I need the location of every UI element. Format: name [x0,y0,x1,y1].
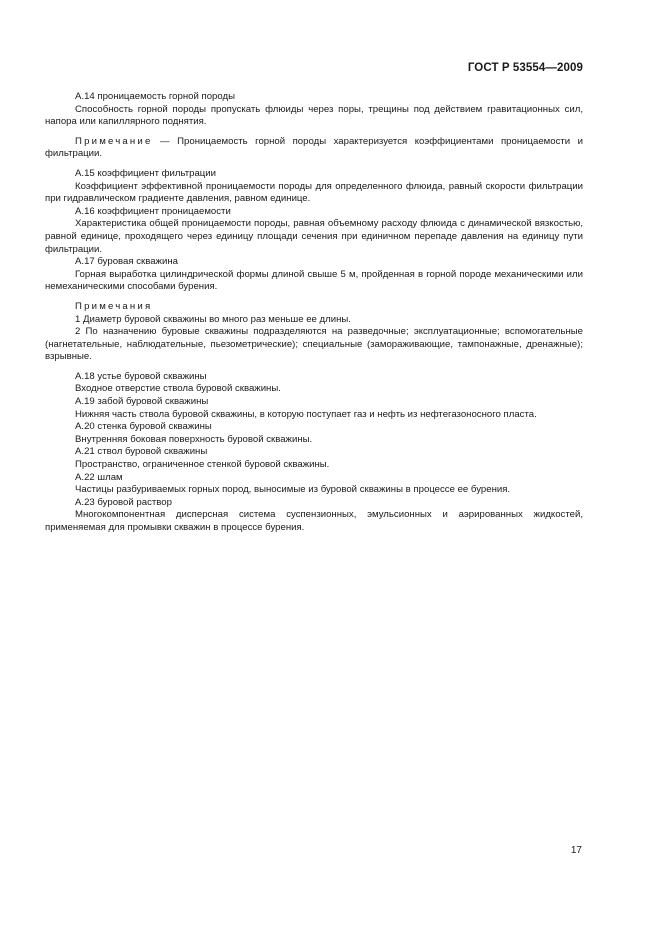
term-a17: А.17 буровая скважина [75,256,178,268]
definition-a20: Внутренняя боковая поверхность буровой скважины. [75,433,313,445]
term-a22: А.22 шлам [75,471,123,483]
page-number: 17 [570,845,582,856]
term-a21: А.21 ствол буровой скважины [75,446,208,458]
term-a14: А.14 проницаемость горной породы [75,91,235,102]
notes-heading [45,301,583,314]
definition-a21: Пространство, ограниченное стенкой буровой скважины. [75,459,330,471]
definition-a17: Горная выработка цилиндрической формы длиной свыше 5 м, пройденная в горной породе механическими или немеханическими способами бурения. [45,268,583,293]
note-label: Примечание [75,135,153,147]
definition-a16: Характеристика общей проницаемости породы, равная объемному расходу флюида с динамической вязкостью, равной единице, проходящего через единицу площади сечения при единичном перепаде давления на единицу пути фильтрации. [45,218,583,255]
definition-a18: Входное отверстие ствола буровой скважины. [75,383,281,395]
notes-label: Примечания [75,300,153,312]
term-a15: А.15 коэффициент фильтрации [75,167,217,179]
note-1: 1 Диаметр буровой скважины во много раз меньше ее длины. [75,313,351,325]
definition-a15: Коэффициент эффективной проницаемости породы для определенного флюида, равный скорости фильтрации при гидравлическом градиенте давления, равном единице. [45,180,583,205]
document-body [45,91,583,535]
term-a20: А.20 стенка буровой скважины [75,421,212,433]
note-a14 [45,136,583,161]
definition-a14: Способность горной породы пропускать флюиды через поры, трещины под действием гравитационных сил, напора или капиллярного поднятия. [45,103,583,128]
note-2: 2 По назначению буровые скважины подразделяются на разведочные; эксплуатационные; вспомогательные (нагнетательные, наблюдательные, пьезометрические); специальные (замораживающие, тампонажные, дренажные); взрывные. [45,326,583,363]
term-a23: А.23 буровой раствор [75,496,172,508]
term-a18: А.18 устье буровой скважины [75,370,207,382]
definition-a22: Частицы разбуриваемых горных пород, выносимые из буровой скважины в процессе ее бурения. [75,484,511,496]
standard-designation: ГОСТ Р 53554—2009 [467,62,583,74]
term-a19: А.19 забой буровой скважины [75,396,209,408]
note-text: — Проницаемость горной породы характеризуется коэффициентами проницаемости и фильтрации. [45,135,583,160]
definition-a23: Многокомпонентная дисперсная система суспензионных, эмульсионных и аэрированных жидкостей, применяемая для промывки скважин в процессе бурения. [45,509,583,533]
term-a16: А.16 коэффициент проницаемости [75,205,231,217]
definition-a19: Нижняя часть ствола буровой скважины, в которую поступает газ и нефть из нефтегазоносного пласта. [75,408,537,420]
